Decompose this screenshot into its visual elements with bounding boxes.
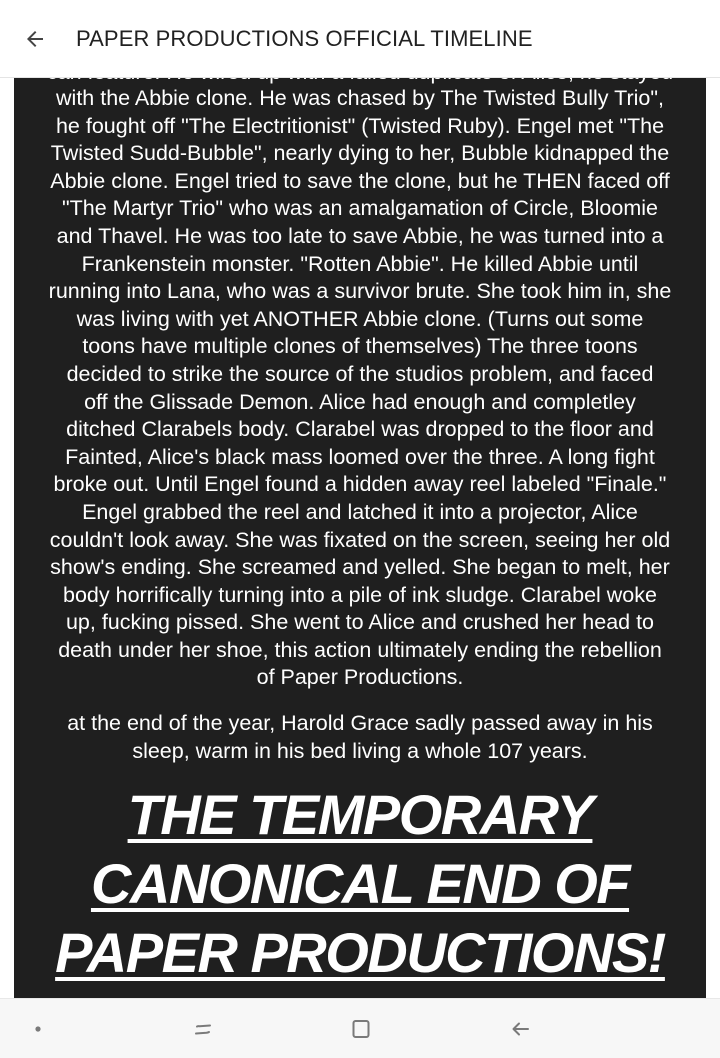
- home-button[interactable]: [341, 1009, 381, 1049]
- epilogue-line: sleep, warm in his bed living a whole 107 years.: [132, 739, 588, 763]
- home-icon: [349, 1017, 373, 1041]
- headline-line: [14, 780, 706, 849]
- story-line: show's ending. She screamed and yelled. She began to melt, her: [50, 555, 670, 580]
- story-line: off the Glissade Demon. Alice had enough and completley: [84, 389, 636, 414]
- epilogue-paragraph: [14, 709, 706, 765]
- story-line: death under her shoe, this action ultimately ending the rebellion: [58, 637, 662, 662]
- page-title: PAPER PRODUCTIONS OFFICIAL TIMELINE: [76, 25, 533, 51]
- story-line: he fought off "The Electritionist" (Twisted Ruby). Engel met "The: [55, 113, 665, 138]
- headline-line: [14, 918, 706, 987]
- system-nav-bar: [0, 998, 720, 1058]
- story-line: body horrifically turning into a pile of ink sludge. Clarabel woke: [63, 582, 657, 607]
- story-line: "The Martyr Trio" who was an amalgamation of Circle, Bloomie: [62, 196, 658, 221]
- back-icon: [508, 1017, 532, 1041]
- epilogue-line: at the end of the year, Harold Grace sadly passed away in his: [67, 711, 653, 735]
- headline-text: PAPER PRODUCTIONS!: [55, 921, 665, 984]
- story-line: of Paper Productions.: [256, 665, 464, 690]
- story-line: ditched Clarabels body. Clarabel was dropped to the floor and: [66, 417, 654, 442]
- story-line: decided to strike the source of the studios problem, and faced: [66, 361, 654, 386]
- system-back-button[interactable]: [500, 1009, 540, 1049]
- story-line: Engel grabbed the reel and latched it into a projector, Alice: [82, 499, 638, 524]
- story-line: Twisted Sudd-Bubble", nearly dying to her, Bubble kidnapped the: [50, 141, 670, 166]
- story-line: up, fucking pissed. She went to Alice and crushed her head to: [65, 610, 655, 635]
- story-line: with the Abbie clone. He was chased by The Twisted Bully Trio",: [56, 86, 664, 110]
- story-line: was living with yet ANOTHER Abbie clone. (Turns out some: [76, 306, 644, 331]
- arrow-left-icon: [23, 27, 47, 51]
- headline-line: [14, 849, 706, 918]
- story-paragraph: [14, 85, 706, 692]
- story-line: Frankenstein monster. "Rotten Abbie". He killed Abbie until: [81, 251, 639, 276]
- headline-text: CANONICAL END OF: [90, 852, 630, 915]
- story-line: Abbie clone. Engel tried to save the clone, but he THEN faced off: [50, 168, 670, 193]
- recent-apps-button[interactable]: [183, 1009, 223, 1049]
- headline-text: THE TEMPORARY: [127, 783, 593, 846]
- story-line: couldn't look away. She was fixated on the screen, seeing her old: [49, 527, 671, 552]
- back-button[interactable]: [0, 0, 70, 78]
- recent-apps-icon: [191, 1017, 215, 1041]
- story-line: and Thavel. He was too late to save Abbie, he was turned into a: [56, 223, 664, 248]
- headline: [14, 780, 706, 987]
- story-line: broke out. Until Engel found a hidden away reel labeled "Finale.": [53, 472, 667, 497]
- story-line: running into Lana, who was a survivor brute. She took him in, she: [48, 279, 672, 304]
- dot-icon: [33, 1024, 43, 1034]
- story-line: toons have multiple clones of themselves) The three toons: [82, 334, 638, 359]
- nav-dot-button[interactable]: [18, 1009, 58, 1049]
- story-line: Fainted, Alice's black mass loomed over the three. A long fight: [65, 444, 655, 469]
- story-image: [14, 78, 706, 998]
- app-bar: [0, 0, 720, 78]
